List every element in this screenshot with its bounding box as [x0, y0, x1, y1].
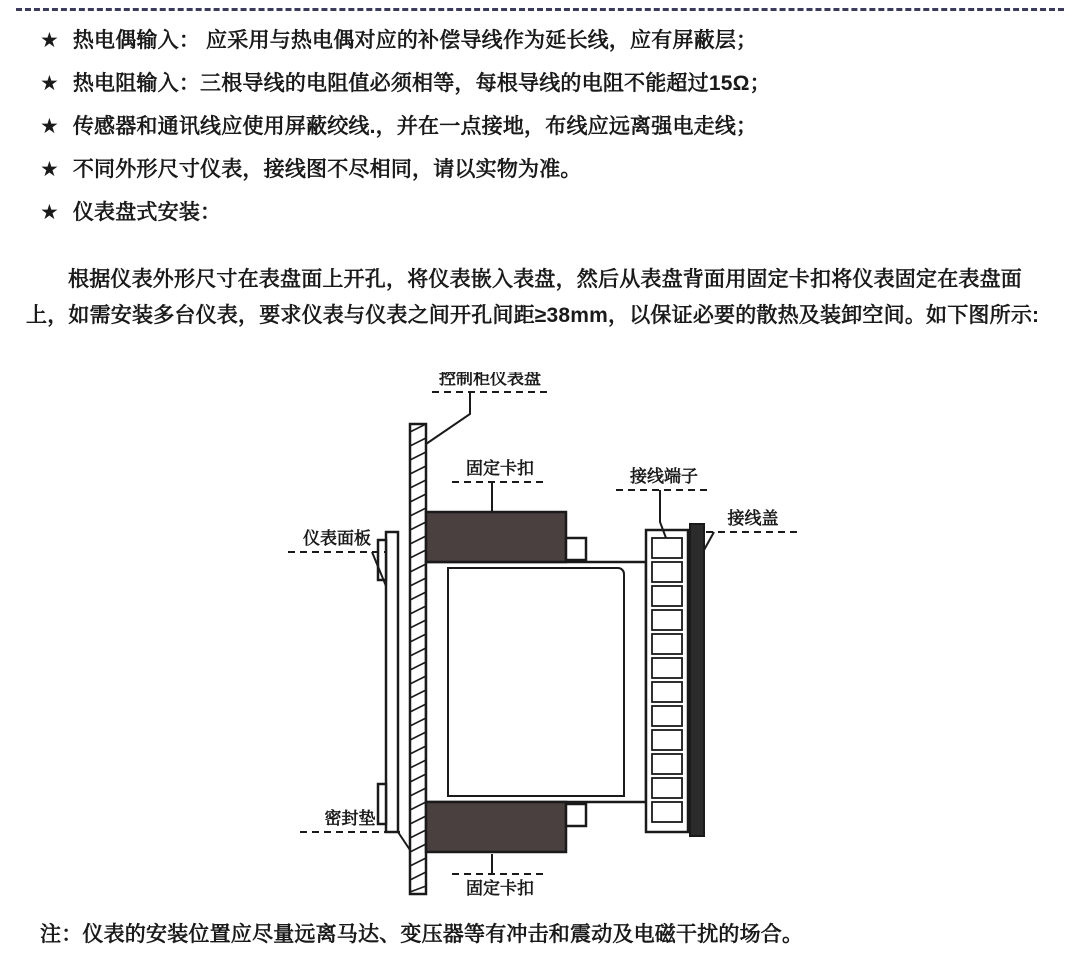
terminal-block	[646, 530, 688, 832]
installation-diagram	[0, 372, 1080, 912]
bullet-list	[40, 26, 1050, 241]
list-item-text: 仪表盘式安装：	[72, 201, 222, 224]
star-icon: ★	[40, 201, 59, 224]
label-terminal: 接线端子	[630, 467, 698, 486]
list-item	[40, 26, 1050, 56]
star-icon: ★	[40, 115, 59, 138]
meter-body	[426, 562, 646, 802]
list-item	[40, 155, 1050, 185]
star-icon: ★	[40, 158, 59, 181]
list-item	[40, 198, 1050, 228]
footnote-text: 注：仪表的安装位置应尽量远离马达、变压器等有冲击和震动及电磁干扰的场合。	[40, 923, 804, 946]
label-clip-top: 固定卡扣	[466, 459, 534, 478]
terminal-cover	[690, 524, 704, 836]
star-icon: ★	[40, 29, 59, 52]
label-gasket: 密封垫	[324, 809, 376, 828]
list-item-text: 热电阻输入：三根导线的电阻值必须相等，每根导线的电阻不能超过15Ω；	[72, 72, 771, 95]
star-icon: ★	[40, 72, 59, 95]
list-item-text: 传感器和通讯线应使用屏蔽绞线.，并在一点接地，布线应远离强电走线；	[72, 115, 758, 138]
label-terminal-cover: 接线盖	[727, 509, 779, 528]
list-item-text: 不同外形尺寸仪表，接线图不尽相同，请以实物为准。	[72, 158, 582, 181]
body-paragraph: 根据仪表外形尺寸在表盘面上开孔，将仪表嵌入表盘，然后从表盘背面用固定卡扣将仪表固定在表盘面上，如需安装多台仪表，要求仪表与仪表之间开孔间距≥38mm，以保证必要的散热及装卸空间。如下图所示:	[26, 268, 1040, 327]
fixing-clip-bottom	[426, 802, 586, 852]
label-clip-bottom: 固定卡扣	[466, 879, 534, 898]
list-item	[40, 112, 1050, 142]
fixing-clip-top	[426, 512, 586, 562]
front-panel-plate	[378, 532, 398, 832]
list-item	[40, 69, 1050, 99]
label-front-panel: 仪表面板	[303, 529, 371, 548]
top-dashed-rule	[16, 8, 1064, 11]
control-panel-bar	[410, 424, 426, 894]
list-item-text: 热电偶输入： 应采用与热电偶对应的补偿导线作为延长线，应有屏蔽层；	[72, 29, 758, 52]
label-panel-cabinet: 控制柜仪表盘	[439, 372, 541, 388]
